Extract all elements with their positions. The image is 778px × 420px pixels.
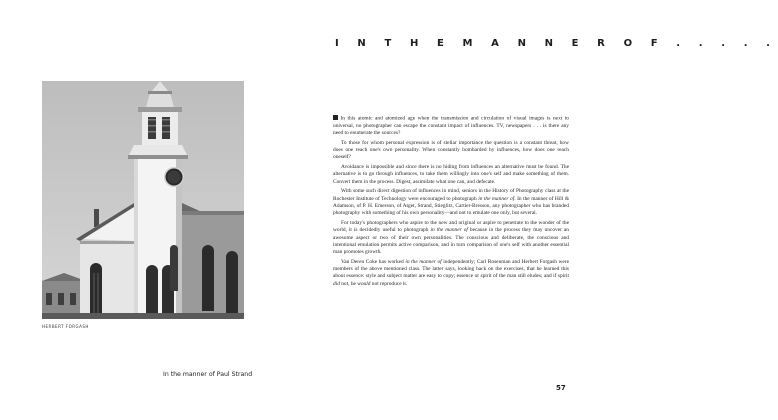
- paragraph-3: Avoidance is impossible and since there is no hiding from influences an alternative must be found. The alternative is to go through influences, to take them willingly into one's self and make something of them. Convert them in the process. Digest, assimilate what one can, and defecate.: [333, 164, 569, 185]
- paragraph-1: In this atomic and atomized age when the transmission and circulation of visual images is next to universal, no photographer can escape the constant impact of influences. TV, newspapers . . . is there any need to enumerate the sources?: [333, 115, 569, 137]
- page-number: 57: [556, 384, 566, 392]
- paragraph-6: Van Deren Coke has worked in the manner of independently; Carl Rosenman and Herbert Forgash were members of the above mentioned class. The latter says, looking back on the exercises, that he learned this about essence: style and subject matter are easy to copy; essence or spirit of the man still eludes; and if spirit did not, he would not reproduce it.: [333, 258, 569, 287]
- photo-caption: In the manner of Paul Strand: [163, 371, 253, 378]
- church-photograph: [42, 81, 244, 319]
- page-title: I N T H E M A N N E R O F . . . . .: [335, 38, 778, 49]
- article-body: [333, 115, 569, 290]
- photo-credit: HERBERT FORGASH: [42, 324, 89, 329]
- paragraph-2: To those for whom personal expression is of stellar importance the question is a constant threat, how does one reach one's own personality. When constantly bombarded by influences, how does one reach oneself?: [333, 139, 569, 161]
- bullet-icon: [333, 115, 338, 120]
- paragraph-5: For today's photographers who aspire to the new and original or aspire to penetrate to the wonder of the world, it is decidedly useful to photograph in the manner of because in the process they may uncover an awesome aspect or two of their own personalities. The conscious and deliberate, the conscious and intentional emulation permits active comparison, and in turn comparison of one's self with another essential man promotes growth.: [333, 219, 569, 256]
- paragraph-4: With some such direct digestion of influences in mind, seniors in the History of Photography class at the Rochester Institute of Technology were encouraged to photograph in the manner of. In the manner of Hill & Adamson, of P. H. Emerson, of Atget, Strand, Stieglitz, Cartier-Bresson, any photographer who has branded photography with something of his own personality—and not to emulate one only, but several.: [333, 188, 570, 217]
